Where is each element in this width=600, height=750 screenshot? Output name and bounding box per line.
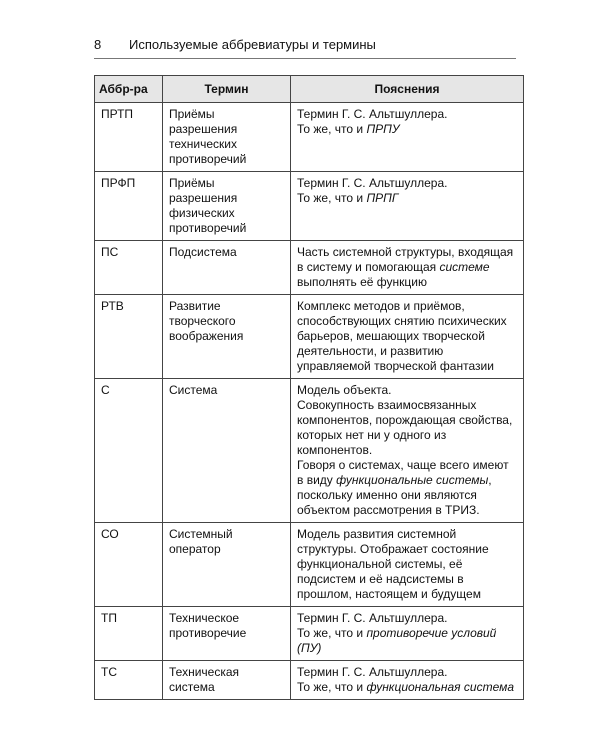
description-text: Часть системной структуры, входящая в систему и помогающая: [297, 245, 514, 274]
description-text: выполнять её функцию: [297, 275, 427, 289]
term-cell: Приёмы разрешения технических противоречий: [163, 103, 291, 172]
running-title: Используемые аббревиатуры и термины: [129, 37, 376, 52]
description-text: Комплекс методов и приёмов, способствующих снятию психических барьеров, мешающих творческой деятельности, и развитию управляемой творческой фантазии: [297, 299, 507, 373]
description-italic-text: ПРПУ: [366, 122, 400, 136]
description-text: То же, что и: [297, 626, 367, 640]
description-text: Совокупность взаимосвязанных компонентов, порождающая свойства, которых нет ни у одного из компонентов.: [297, 398, 513, 457]
description-italic-text: ПРПГ: [366, 191, 399, 205]
term-cell: Система: [163, 379, 291, 523]
abbr-cell: ПС: [95, 241, 163, 295]
abbr-cell: РТВ: [95, 295, 163, 379]
column-header-description: Пояснения: [291, 76, 524, 103]
abbr-cell: СО: [95, 523, 163, 607]
abbr-cell: ТС: [95, 661, 163, 700]
description-cell: [291, 103, 524, 172]
description-cell: [291, 241, 524, 295]
header-row: [95, 76, 524, 103]
table-body: [95, 103, 524, 700]
description-text: Термин Г. С. Альтшуллера.: [297, 665, 448, 679]
description-text: То же, что и: [297, 680, 367, 694]
term-cell: Развитие творческого воображения: [163, 295, 291, 379]
description-text: Говоря о системах, чаще всего имеют в виду: [297, 458, 509, 487]
description-italic-text: функциональная система: [366, 680, 515, 694]
table-row: [95, 103, 524, 172]
description-text: Термин Г. С. Альтшуллера.: [297, 611, 448, 625]
description-italic-text: функциональные системы: [336, 473, 489, 487]
description-text: Термин Г. С. Альтшуллера.: [297, 107, 448, 121]
page-number: 8: [94, 37, 102, 52]
description-italic-text: противоречие условий (ПУ): [297, 626, 497, 655]
table-row: [95, 295, 524, 379]
description-cell: [291, 523, 524, 607]
term-cell: Приёмы разрешения физических противоречий: [163, 172, 291, 241]
table-row: [95, 523, 524, 607]
description-cell: [291, 172, 524, 241]
description-italic-text: системе: [439, 260, 490, 274]
term-cell: Системный оператор: [163, 523, 291, 607]
description-cell: [291, 295, 524, 379]
description-text: Модель развития системной структуры. Отображает состояние функциональной системы, её подсистем и её надсистемы в прошлом, настоящем и будущем: [297, 527, 489, 601]
table-row: [95, 241, 524, 295]
abbr-cell: ТП: [95, 607, 163, 661]
term-cell: Подсистема: [163, 241, 291, 295]
header-rule: [94, 58, 516, 59]
description-text: То же, что и: [297, 122, 367, 136]
abbr-cell: ПРТП: [95, 103, 163, 172]
description-cell: [291, 379, 524, 523]
description-cell: [291, 661, 524, 700]
column-header-abbr: Аббр-ра: [95, 76, 163, 103]
description-text: То же, что и: [297, 191, 367, 205]
term-cell: Техническая система: [163, 661, 291, 700]
term-cell: Техническое противоречие: [163, 607, 291, 661]
description-text: , поскольку именно они являются объектом рассмотрения в ТРИЗ.: [297, 473, 492, 517]
table-header: [95, 76, 524, 103]
abbr-cell: С: [95, 379, 163, 523]
table-row: [95, 607, 524, 661]
description-text: Модель объекта.: [297, 383, 392, 397]
description-text: Термин Г. С. Альтшуллера.: [297, 176, 448, 190]
description-cell: [291, 607, 524, 661]
abbr-cell: ПРФП: [95, 172, 163, 241]
column-header-term: Термин: [163, 76, 291, 103]
running-head: [94, 35, 514, 55]
table-row: [95, 661, 524, 700]
abbreviations-table: [94, 75, 524, 700]
table-row: [95, 172, 524, 241]
table-row: [95, 379, 524, 523]
